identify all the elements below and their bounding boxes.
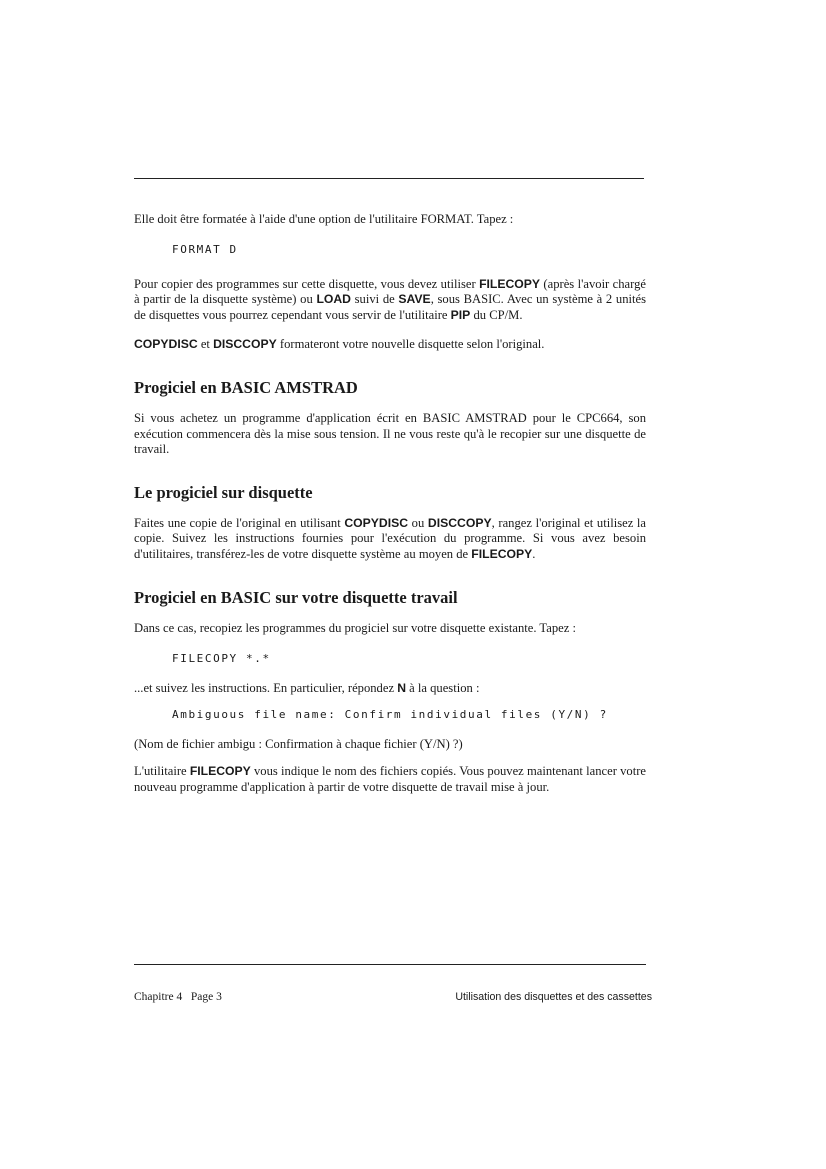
code-ambiguous-prompt: Ambiguous file name: Confirm individual files (Y/N) ? <box>172 707 608 721</box>
heading-basic-amstrad: Progiciel en BASIC AMSTRAD <box>134 377 358 397</box>
keyword-disccopy: DISCCOPY <box>213 337 277 352</box>
heading-progiciel-disquette: Le progiciel sur disquette <box>134 482 313 502</box>
filecopy-result-paragraph: L'utilitaire FILECOPY vous indique le nom des fichiers copiés. Vous pouvez maintenant lancer votre nouveau programme d'application à partir de votre disquette de travail mise à jour. <box>134 764 646 794</box>
keyword-n: N <box>397 681 406 696</box>
footer-chapter-title: Utilisation des disquettes et des cassettes <box>455 991 652 1003</box>
instructions-paragraph: ...et suivez les instructions. En particulier, répondez N à la question : <box>134 681 480 696</box>
format-intro: Elle doit être formatée à l'aide d'une option de l'utilitaire FORMAT. Tapez : <box>134 212 514 226</box>
page-content <box>134 212 646 796</box>
progiciel-disquette-paragraph: Faites une copie de l'original en utilisant COPYDISC ou DISCCOPY, rangez l'original et utilisez la copie. Suivez les instructions fournies pour l'exécution du programme. Si vous avez besoin d'utilitaires, transférez-les de votre disquette système au moyen de FILECOPY. <box>134 515 647 561</box>
footer-rule <box>134 964 646 965</box>
copy-programs-paragraph: Pour copier des programmes sur cette disquette, vous devez utiliser FILECOPY (après l'avoir chargé à partir de la disquette système) ou LOAD suivi de SAVE, sous BASIC. Avec un système à 2 unités de disquettes vous pourrez cependant vous servir de l'utilitaire PIP du CP/M. <box>134 276 646 322</box>
basic-amstrad-paragraph: Si vous achetez un programme d'application écrit en BASIC AMSTRAD pour le CPC664, son exécution commencera dès la mise sous tension. Il ne vous reste qu'à le recopier sur une disquette de travail. <box>134 410 646 457</box>
keyword-filecopy: FILECOPY <box>479 276 541 291</box>
keyword-filecopy: FILECOPY <box>471 546 533 561</box>
keyword-disccopy: DISCCOPY <box>427 515 492 530</box>
header-rule <box>134 178 644 179</box>
keyword-pip: PIP <box>450 307 471 322</box>
keyword-copydisc: COPYDISC <box>344 515 409 530</box>
basic-travail-intro: Dans ce cas, recopiez les programmes du progiciel sur votre disquette existante. Tapez : <box>134 620 576 635</box>
translation-paragraph: (Nom de fichier ambigu : Confirmation à chaque fichier (Y/N) ?) <box>134 736 463 751</box>
copydisc-paragraph: COPYDISC et DISCCOPY formateront votre nouvelle disquette selon l'original. <box>134 337 545 352</box>
code-filecopy: FILECOPY *.* <box>172 652 271 666</box>
heading-basic-travail: Progiciel en BASIC sur votre disquette travail <box>134 587 458 607</box>
code-format: FORMAT D <box>172 242 238 256</box>
keyword-copydisc: COPYDISC <box>134 337 198 352</box>
keyword-load: LOAD <box>316 292 351 307</box>
keyword-save: SAVE <box>398 292 431 307</box>
keyword-filecopy: FILECOPY <box>189 764 251 779</box>
footer-page-number: Chapitre 4 Page 3 <box>134 991 222 1003</box>
